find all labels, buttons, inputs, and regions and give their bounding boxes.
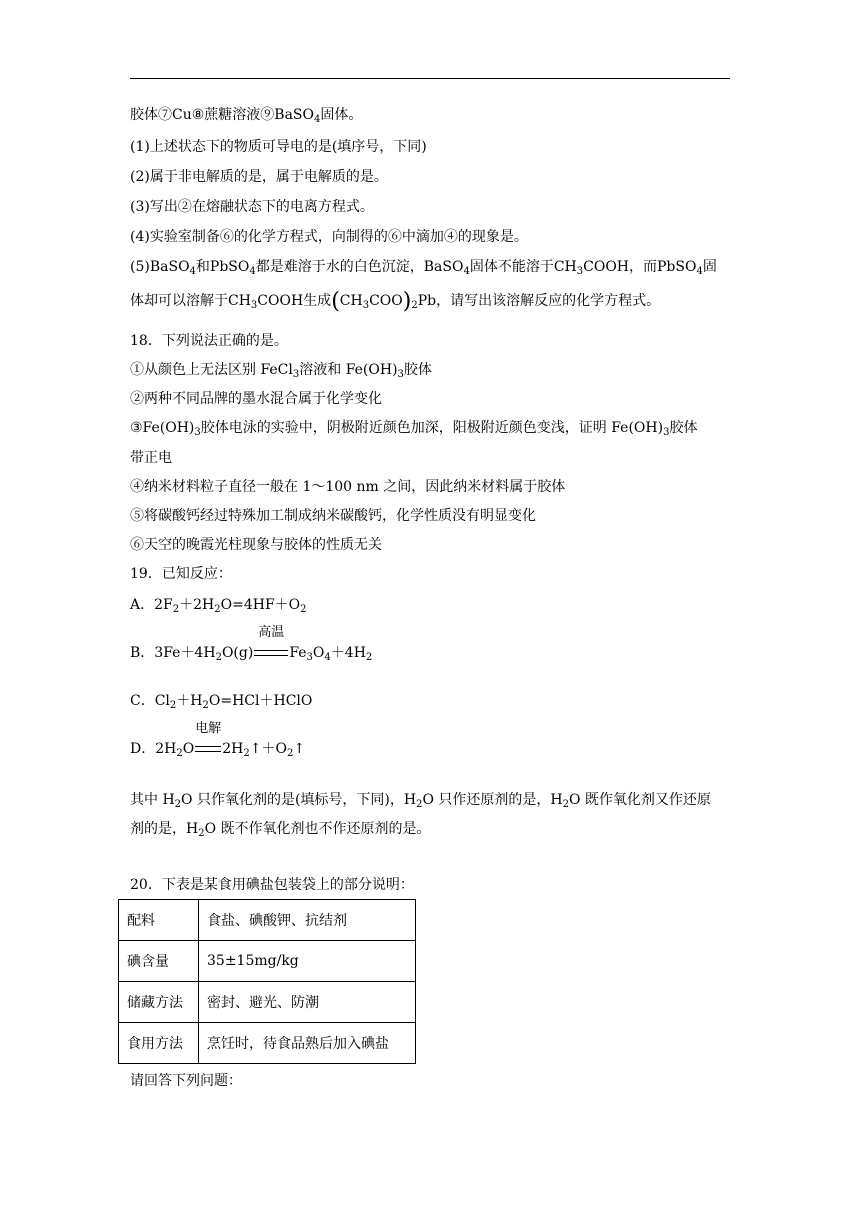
text: (5) [130, 259, 150, 275]
formula: Cl [154, 693, 170, 709]
text: 胶体 [669, 420, 698, 436]
subscript: 2 [411, 300, 418, 311]
text: 固 [702, 259, 717, 275]
q17-part-1: (1)上述状态下的物质可导电的是(填序号，下同) [130, 139, 427, 155]
q18-statement-4: ④纳米材料粒子直径一般在 1～100 nm 之间，因此纳米材料属于胶体 [130, 479, 566, 495]
text: O 既作氧化剂又作还原 [569, 792, 711, 808]
text: 溶液和 Fe(OH) [299, 362, 398, 378]
text: ①从颜色上无法区别 FeCl [130, 362, 293, 378]
formula: BaSO [274, 107, 314, 123]
text: 都是难溶于水的白色沉淀，BaSO [255, 259, 464, 275]
formula: 2H [155, 741, 177, 757]
formula: CH [553, 259, 577, 275]
q18-statement-5: ⑤将碳酸钙经过特殊加工制成纳米碳酸钙，化学性质没有明显变化 [130, 508, 536, 524]
table-cell: 碘含量 [119, 941, 199, 982]
formula: CH [339, 293, 363, 309]
subscript: 3 [397, 369, 404, 380]
formula: BaSO [149, 259, 190, 275]
subscript: 4 [189, 266, 196, 277]
paren: ( [331, 289, 340, 314]
formula: ＋H [176, 693, 203, 709]
formula: COO [369, 293, 403, 309]
formula: 2F [154, 597, 173, 613]
table-cell: 烹饪时，待食品熟后加入碘盐 [199, 1023, 416, 1064]
q18-statement-1 [130, 361, 432, 379]
q18-statement-3 [130, 419, 697, 437]
subscript: 4 [249, 266, 256, 277]
formula: PbSO [657, 259, 697, 275]
subscript: 2 [243, 748, 250, 759]
subscript: 2 [562, 799, 569, 810]
subscript: 2 [172, 604, 180, 615]
q18-title: 18．下列说法正确的是。 [130, 333, 288, 349]
text: 生成 [303, 293, 332, 309]
formula: O(g) [221, 645, 254, 661]
subscript: 3 [292, 369, 300, 380]
label: D． [130, 741, 156, 757]
subscript: 2 [365, 652, 373, 663]
q17-part-2: (2)属于非电解质的是，属于电解质的是。 [130, 169, 388, 185]
text: O 只作氧化剂的是(填标号，下同)，H [181, 792, 417, 808]
subscript: 2 [169, 700, 177, 711]
double-line-icon [195, 746, 221, 752]
formula: O [182, 741, 195, 757]
subscript: 2 [198, 828, 205, 839]
text: COOH，而 [583, 259, 658, 275]
condition-arrow [253, 625, 289, 662]
text: O 只作还原剂的是，H [422, 792, 563, 808]
q19-reaction-d [130, 721, 306, 759]
condition-arrow [194, 721, 222, 758]
formula: O [312, 645, 325, 661]
q19-question-cont [130, 820, 431, 838]
text: 胶体⑦Cu⑧蔗糖溶液⑨ [130, 107, 275, 123]
formula: COOH [257, 293, 304, 309]
q17-part-5-cont [130, 289, 661, 314]
subscript: 2 [300, 604, 307, 615]
subscript: 2 [176, 748, 183, 759]
formula: O=HCl＋HClO [208, 693, 313, 709]
q19-question [130, 791, 711, 809]
subscript: 4 [696, 266, 703, 277]
text: 体却可以溶解于 [130, 293, 228, 309]
q20-prompt: 请回答下列问题： [130, 1073, 242, 1089]
subscript: 4 [463, 266, 470, 277]
q17-item-list-tail [130, 106, 362, 124]
q18-statement-2: ②两种不同品牌的墨水混合属于化学变化 [130, 391, 382, 407]
subscript: 2 [286, 748, 294, 759]
text: 剂的是，H [130, 821, 199, 837]
formula: ↑ [293, 741, 306, 757]
text: O 既不作氧化剂也不作还原剂的是。 [204, 821, 431, 837]
q20-title: 20．下表是某食用碘盐包装袋上的部分说明： [130, 877, 414, 893]
text: 和 [195, 259, 210, 275]
subscript: 2 [214, 604, 221, 615]
formula: 3Fe＋4H [154, 645, 216, 661]
subscript: 3 [663, 427, 670, 438]
header-rule [130, 78, 730, 79]
table-row [119, 1023, 416, 1064]
paren: ) [402, 289, 412, 314]
q17-part-3: (3)写出②在熔融状态下的电离方程式。 [130, 199, 374, 215]
subscript: 2 [174, 799, 182, 810]
text: ③Fe(OH) [130, 420, 195, 436]
formula: O=4HF＋O [220, 597, 301, 613]
q19-reaction-b [130, 625, 373, 663]
subscript: 2 [215, 652, 222, 663]
reaction-condition: 电解 [195, 721, 222, 736]
table-cell: 密封、避光、防潮 [199, 982, 416, 1023]
table-row [119, 941, 416, 982]
text: 固体不能溶于 [469, 259, 554, 275]
subscript: 3 [194, 427, 201, 438]
table-cell: 配料 [119, 900, 199, 941]
formula: PbSO [209, 259, 250, 275]
label: C． [130, 693, 155, 709]
subscript: 3 [362, 300, 370, 311]
formula: ＋4H [330, 645, 366, 661]
text: ，请写出该溶解反应的化学方程式。 [436, 293, 661, 309]
subscript: 3 [576, 266, 584, 277]
reaction-condition: 高温 [258, 625, 285, 640]
label: B． [130, 645, 155, 661]
q18-statement-6: ⑥天空的晚霞光柱现象与胶体的性质无关 [130, 537, 382, 553]
q17-part-5 [130, 258, 717, 276]
formula: Fe [289, 645, 307, 661]
double-line-icon [254, 650, 288, 656]
subscript: 3 [250, 300, 258, 311]
formula: Pb [417, 293, 437, 309]
subscript: 3 [306, 652, 313, 663]
q17-part-4: (4)实验室制备⑥的化学方程式，向制得的⑥中滴加④的现象是。 [130, 229, 528, 245]
formula: ↑＋O [249, 741, 287, 757]
table-row [119, 982, 416, 1023]
table-cell: 食盐、碘酸钾、抗结剂 [199, 900, 416, 941]
q18-statement-3-cont: 带正电 [130, 450, 172, 466]
text: 胶体电泳的实验中，阴极附近颜色加深，阳极附近颜色变浅，证明 Fe(OH) [200, 420, 664, 436]
table-cell: 35±15mg/kg [199, 941, 416, 982]
table-cell: 食用方法 [119, 1023, 199, 1064]
subscript: 4 [324, 652, 331, 663]
text: 胶体 [403, 362, 432, 378]
q19-title: 19．已知反应： [130, 566, 232, 582]
formula: 2H [222, 741, 244, 757]
table-cell: 储藏方法 [119, 982, 199, 1023]
subscript: 2 [416, 799, 423, 810]
formula: CH [228, 293, 251, 309]
text: 固体。 [320, 107, 363, 123]
subscript: 4 [313, 114, 321, 125]
subscript: 2 [202, 700, 209, 711]
iodized-salt-table [118, 899, 416, 1064]
text: 其中 H [130, 792, 175, 808]
formula: ＋2H [179, 597, 215, 613]
q19-reaction-c [130, 692, 312, 710]
table-row [119, 900, 416, 941]
q19-reaction-a [130, 596, 307, 614]
label: A． [130, 597, 155, 613]
